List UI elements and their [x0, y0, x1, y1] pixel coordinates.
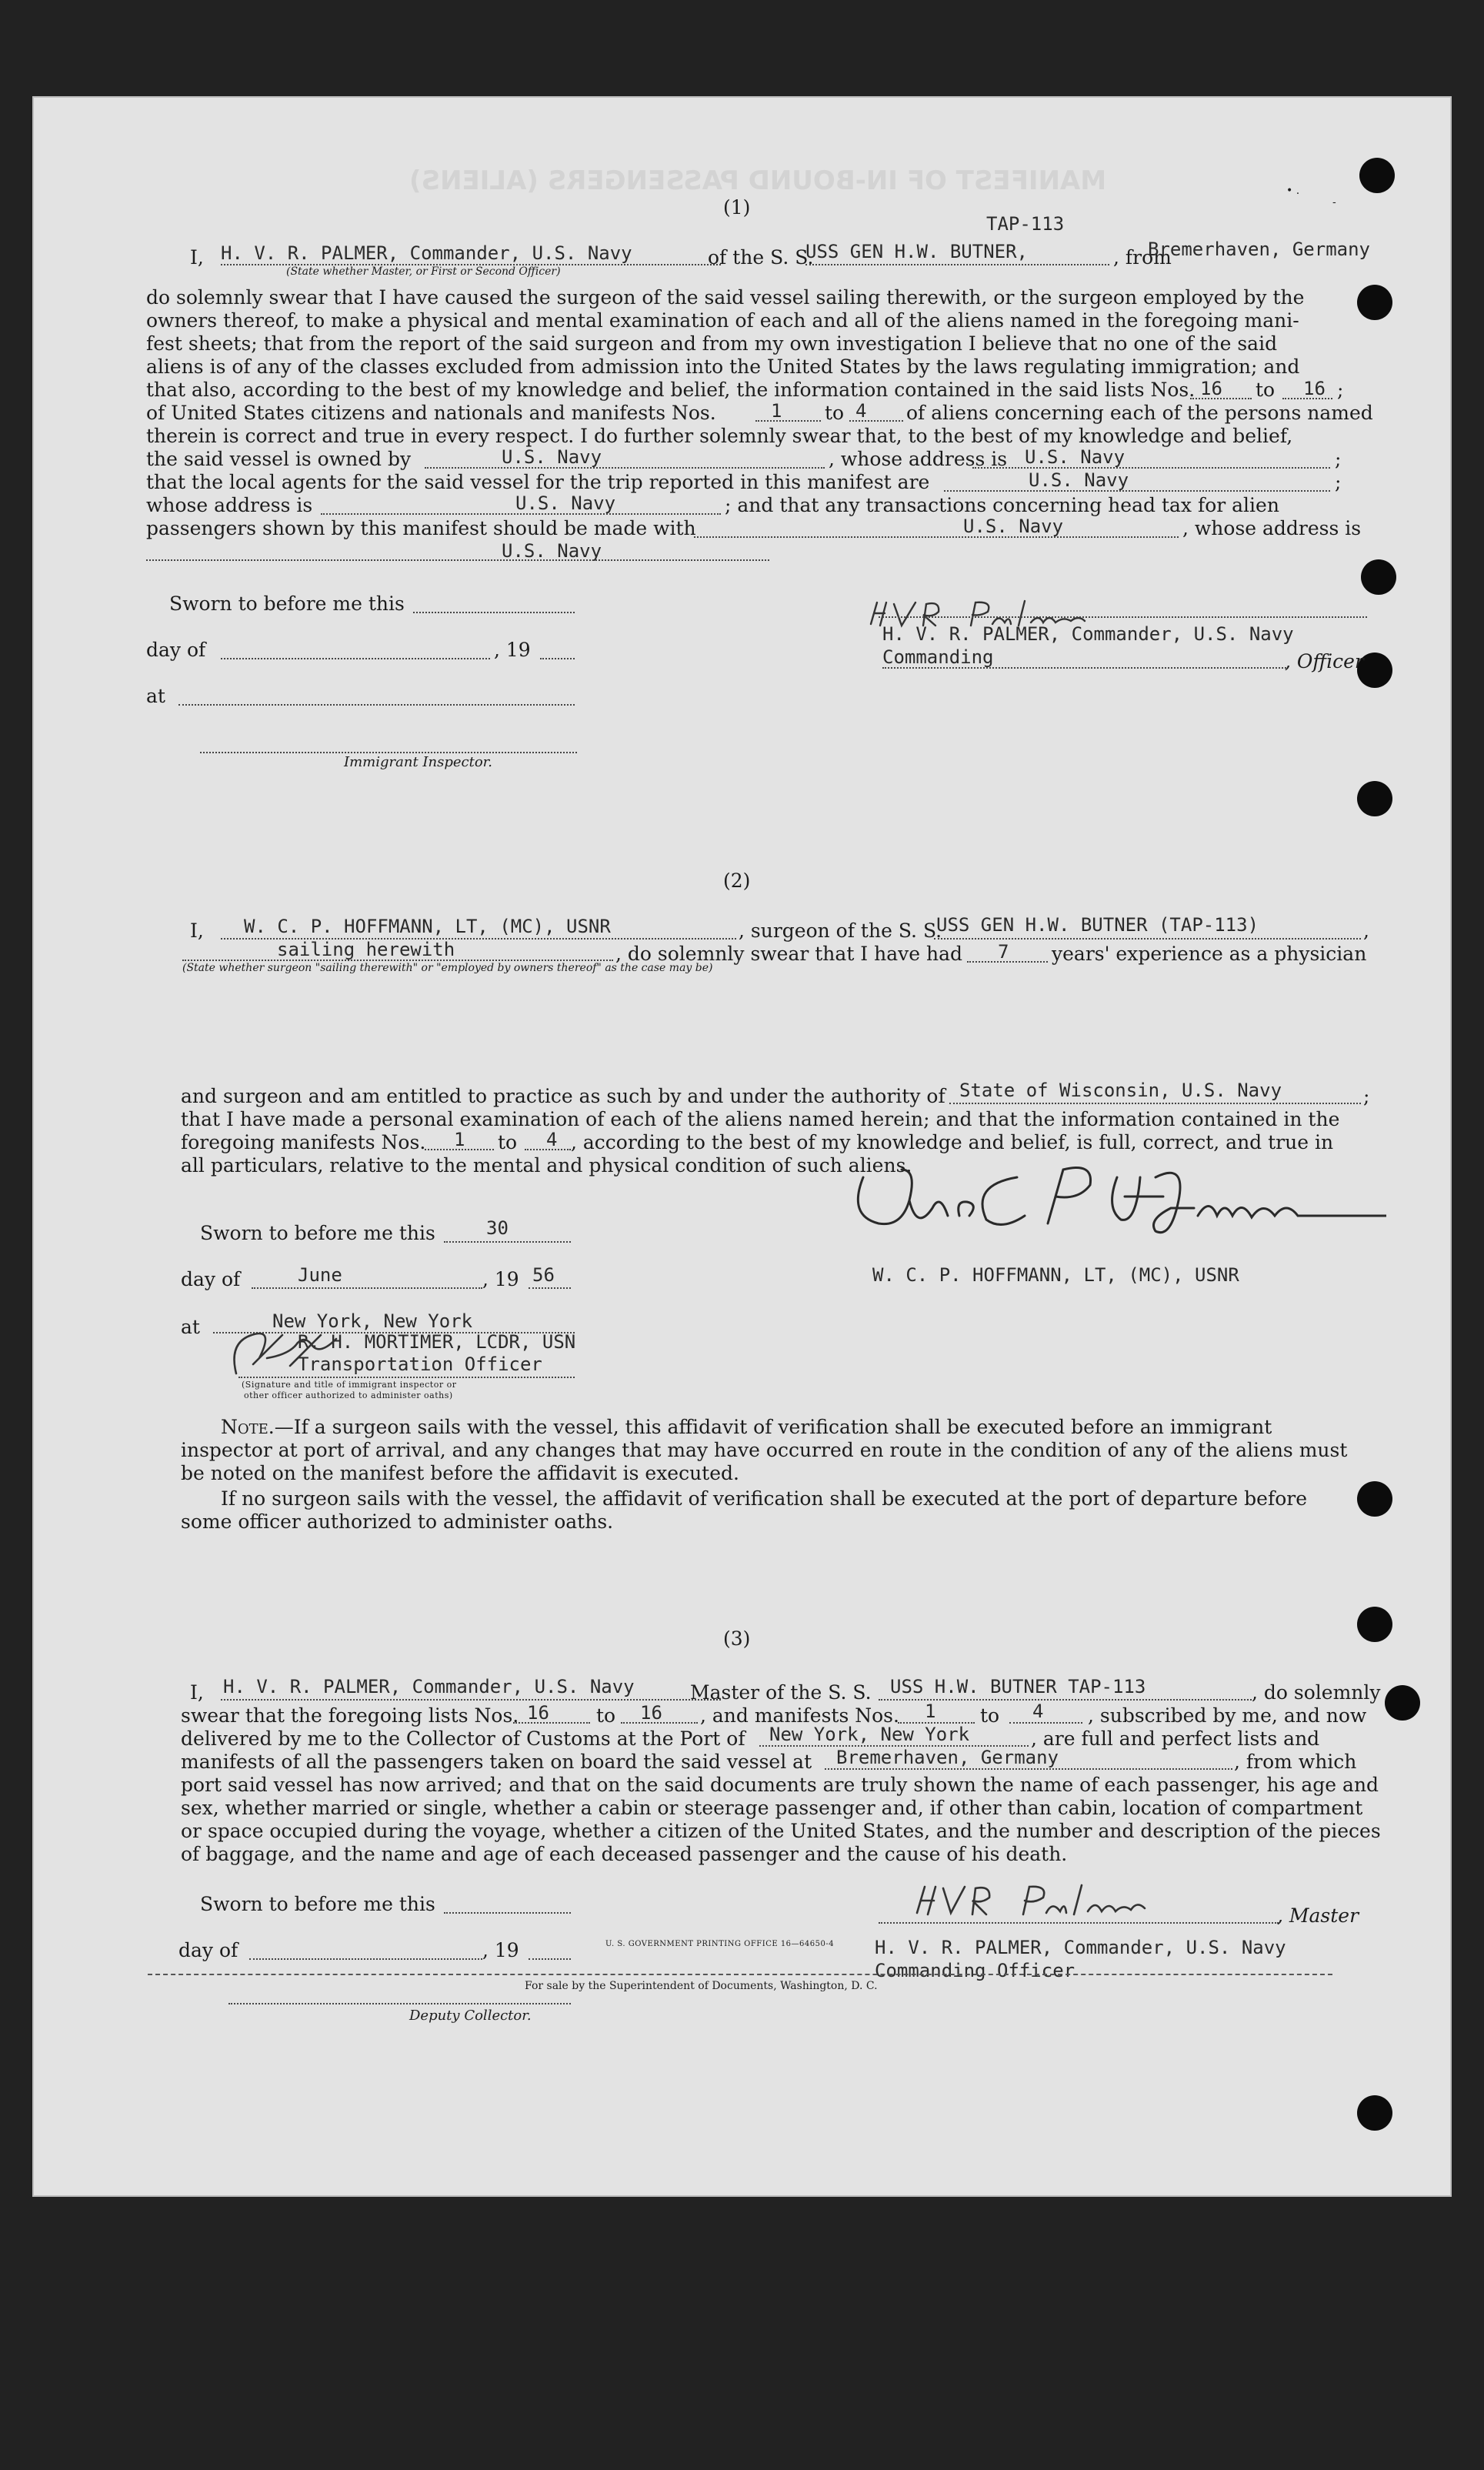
officer-line1: R. H. MORTIMER, LCDR, USN — [298, 1331, 576, 1353]
fill-line — [444, 1241, 571, 1243]
officer-caption: (Signature and title of immigrant inspector or — [242, 1380, 457, 1390]
fill-line — [1190, 398, 1252, 399]
lists-from: 16 — [1200, 378, 1222, 399]
oath-line: or space occupied during the voyage, whether a citizen of the United States, and the number and description of the pieces — [181, 1820, 1381, 1842]
oath-line: port said vessel has now arrived; and that on the said documents are truly shown the name of each passenger, his age and — [181, 1774, 1379, 1796]
line-end: , — [1363, 920, 1369, 942]
lists-from-3: 16 — [527, 1702, 549, 1724]
section-number: (2) — [723, 870, 751, 892]
binder-hole — [1357, 1607, 1392, 1642]
year-prefix-value: 19 — [494, 1939, 519, 1961]
note-text: —If a surgeon sails with the vessel, this affidavit of verification shall be executed before an immigrant — [274, 1416, 1272, 1438]
fill-line — [529, 1287, 571, 1289]
to-word: to — [498, 1131, 518, 1153]
owner-address-label: , whose address is — [829, 448, 1008, 470]
manifests-from-2: 1 — [454, 1129, 465, 1150]
oath-line: and surgeon and am entitled to practice as such by and under the authority of — [181, 1085, 945, 1107]
oath-line: manifests of all the passengers taken on board the said vessel at — [181, 1751, 812, 1773]
lists-to: 16 — [1303, 378, 1326, 399]
fill-line — [1282, 398, 1332, 399]
fill-line — [413, 612, 575, 613]
fill-line — [882, 667, 1286, 669]
section-number: (1) — [723, 196, 751, 219]
sworn-label: Sworn to before me this — [200, 1893, 435, 1915]
fill-line — [228, 2003, 571, 2004]
authority: State of Wisconsin, U.S. Navy — [959, 1080, 1282, 1101]
binder-hole — [1357, 2095, 1392, 2131]
year-comma: , — [482, 1268, 495, 1290]
punch-mark: - — [1332, 196, 1336, 209]
surgeon-of-label: , surgeon of the S. S. — [739, 920, 942, 942]
to-word: to — [596, 1704, 616, 1727]
sale-line: For sale by the Superintendent of Documents, Washington, D. C. — [525, 1980, 878, 1992]
officer-suffix: , Officer — [1285, 650, 1364, 673]
officer-caption: (State whether Master, or First or Second Officer) — [286, 265, 561, 278]
master-vessel: USS H.W. BUTNER TAP-113 — [890, 1676, 1146, 1697]
oath-line: swear that the foregoing lists Nos. — [181, 1704, 519, 1727]
vessel-label: of the S. S. — [708, 246, 814, 269]
signer-typed: H. V. R. PALMER, Commander, U.S. Navy — [882, 623, 1294, 645]
oath-line: of baggage, and the name and age of each deceased passenger and the cause of his death. — [181, 1843, 1068, 1865]
fill-line — [529, 1958, 571, 1960]
officer-line2: Transportation Officer — [298, 1353, 542, 1375]
oath-line: years' experience as a physician — [1052, 943, 1367, 965]
oath-line: ; and that any transactions concerning head tax for alien — [725, 494, 1279, 516]
agents-address: U.S. Navy — [515, 492, 616, 514]
surgeon-vessel: USS GEN H.W. BUTNER (TAP-113) — [936, 914, 1259, 936]
fill-line — [967, 961, 1048, 963]
fill-line — [513, 1722, 590, 1724]
signature-line — [879, 616, 1367, 618]
oath-line: that the local agents for the said vessel for the trip reported in this manifest are — [146, 471, 930, 493]
fill-line — [621, 1722, 698, 1724]
binder-hole — [1361, 559, 1396, 595]
inspector-signature — [221, 1320, 375, 1381]
oath-line: fest sheets; that from the report of the said surgeon and from my own investigation I believe that no one of the said — [146, 332, 1278, 355]
surgeon-typed: W. C. P. HOFFMANN, LT, (MC), USNR — [872, 1264, 1239, 1286]
oath-line-end: ; — [1335, 471, 1342, 493]
fill-line — [146, 559, 769, 561]
section-number: (3) — [723, 1627, 751, 1650]
manifest-page — [32, 96, 1452, 2197]
fill-line — [249, 1958, 482, 1960]
fill-line — [540, 658, 575, 659]
oath-line: foregoing manifests Nos. — [181, 1131, 426, 1153]
year-prefix-value: 19 — [505, 639, 531, 661]
to-word: to — [1256, 379, 1276, 401]
oath-line: owners thereof, to make a physical and mental examination of each and all of the aliens named in the foregoing mani- — [146, 309, 1299, 332]
manifests-from-3: 1 — [925, 1701, 936, 1722]
fill-line — [755, 420, 821, 422]
day-of-label: day of — [178, 1939, 238, 1961]
fill-line — [221, 1699, 721, 1701]
officer-caption: other officer authorized to administer oaths) — [244, 1390, 453, 1400]
master-suffix: , Master — [1277, 1904, 1359, 1927]
oath-line: , do solemnly swear that I have had — [615, 943, 963, 965]
footer-rule — [148, 1974, 1332, 1975]
port-from: Bremerhaven, Germany — [1148, 239, 1370, 260]
to-word: to — [980, 1704, 1000, 1727]
master-label: Master of the S. S. — [690, 1681, 872, 1704]
fill-line — [444, 1912, 571, 1914]
note-line: some officer authorized to administer oaths. — [181, 1510, 614, 1533]
officer-name: H. V. R. PALMER, Commander, U.S. Navy — [221, 242, 632, 264]
manifests-from: 1 — [771, 400, 782, 422]
fill-line — [944, 490, 1330, 492]
binder-hole — [1385, 1685, 1420, 1721]
oath-line: passengers shown by this manifest should be made with — [146, 517, 696, 539]
head-tax-party: U.S. Navy — [963, 516, 1064, 537]
year — [482, 1268, 519, 1291]
agents: U.S. Navy — [1029, 469, 1129, 491]
at-label: at — [181, 1316, 200, 1338]
sworn-label: Sworn to before me this — [169, 592, 405, 615]
lists-to-3: 16 — [640, 1702, 662, 1724]
note-line: If no surgeon sails with the vessel, the affidavit of verification shall be executed at the port of departure before — [221, 1487, 1307, 1510]
fill-line — [200, 752, 577, 753]
surgeon-name: W. C. P. HOFFMANN, LT, (MC), USNR — [244, 916, 611, 937]
oath-line: whose address is — [146, 494, 313, 516]
year-comma: , — [494, 639, 506, 661]
vessel-name: USS GEN H.W. BUTNER, — [805, 241, 1028, 262]
year-prefix — [482, 1939, 519, 1962]
note-line: be noted on the manifest before the affidavit is executed. — [181, 1462, 739, 1484]
oath-line-end: ; — [1337, 379, 1344, 401]
fill-line — [221, 658, 490, 659]
faint-heading: MANIFEST OF IN-BOUND PASSENGERS (ALIENS) — [409, 165, 1107, 196]
manifests-to-2: 4 — [546, 1129, 558, 1150]
note-line — [221, 1416, 1272, 1439]
fill-line — [825, 1768, 1232, 1770]
year-comma: , — [482, 1939, 495, 1961]
month: June — [298, 1264, 342, 1286]
oath-line: do solemnly swear that I have caused the surgeon of the said vessel sailing therewith, or the surgeon employed by the — [146, 286, 1305, 309]
oath-line: that also, according to the best of my knowledge and belief, the information contained in the said lists Nos. — [146, 379, 1196, 401]
sailing-caption: (State whether surgeon "sailing therewith" or "employed by owners thereof" as the case may be) — [182, 962, 713, 974]
fill-line — [321, 513, 721, 515]
inspector-caption: Immigrant Inspector. — [344, 754, 493, 770]
gpo-line: U. S. GOVERNMENT PRINTING OFFICE 16—64650-4 — [605, 1940, 835, 1948]
fill-line — [182, 960, 613, 961]
signer-title-3: Commanding Officer — [875, 1960, 1075, 1981]
fill-line — [972, 467, 1330, 469]
sworn-label: Sworn to before me this — [200, 1222, 435, 1244]
signer-title: Commanding — [882, 646, 994, 668]
oath-line: , subscribed by me, and now — [1088, 1704, 1367, 1727]
affiant-i: I, — [190, 1681, 204, 1704]
head-tax-address: U.S. Navy — [502, 540, 602, 562]
signer-typed-3: H. V. R. PALMER, Commander, U.S. Navy — [875, 1937, 1286, 1958]
collector-caption: Deputy Collector. — [409, 2008, 532, 2024]
binder-hole — [1357, 1481, 1392, 1517]
oath-line: , and manifests Nos. — [700, 1704, 899, 1727]
binder-hole — [1357, 285, 1392, 320]
surgeon-signature — [832, 1154, 1386, 1239]
fill-line — [252, 1287, 482, 1289]
note-line: inspector at port of arrival, and any changes that may have occurred en route in the condition of any of the aliens must — [181, 1439, 1348, 1461]
punch-mark: • . — [1286, 185, 1300, 197]
binder-hole — [1357, 781, 1392, 816]
oath-line: of aliens concerning each of the persons named — [906, 402, 1373, 424]
fill-line — [805, 264, 1109, 265]
oath-line: therein is correct and true in every respect. I do further solemnly swear that, to the best of my knowledge and belief, — [146, 425, 1293, 447]
oath-line: , do solemnly — [1252, 1681, 1381, 1704]
signature-line — [879, 1922, 1279, 1924]
sailing: sailing herewith — [277, 939, 455, 960]
master-name: H. V. R. PALMER, Commander, U.S. Navy — [223, 1676, 635, 1697]
fill-line — [949, 1103, 1361, 1104]
fill-line — [849, 420, 903, 422]
fill-line — [934, 938, 1361, 940]
owner-address: U.S. Navy — [1025, 446, 1126, 468]
sworn-day: 30 — [486, 1217, 509, 1239]
binder-hole — [1359, 158, 1395, 193]
oath-line: of United States citizens and nationals and manifests Nos. — [146, 402, 716, 424]
oath-line: that I have made a personal examination of each of the aliens named herein; and that the information contained in the — [181, 1108, 1340, 1130]
to-word: to — [825, 402, 845, 424]
oath-line: all particulars, relative to the mental and physical condition of such aliens. — [181, 1154, 912, 1177]
year-prefix-value: 19 — [494, 1268, 519, 1290]
from-label: , from — [1113, 246, 1172, 269]
day-of-label: day of — [181, 1268, 241, 1290]
fill-line — [1009, 1722, 1082, 1724]
at-label: at — [146, 685, 165, 707]
manifests-to-3: 4 — [1032, 1701, 1044, 1722]
owner: U.S. Navy — [502, 446, 602, 468]
fill-line — [525, 1149, 571, 1150]
affiant-i: I, — [190, 246, 204, 269]
year-prefix — [494, 639, 531, 662]
line-end: ; — [1363, 1085, 1370, 1107]
oath-line: delivered by me to the Collector of Customs at the Port of — [181, 1727, 745, 1750]
year-suffix: 56 — [532, 1264, 555, 1286]
note-label: Note. — [221, 1416, 275, 1438]
port: New York, New York — [769, 1724, 970, 1745]
oath-line: , whose address is — [1182, 517, 1362, 539]
years-experience: 7 — [998, 941, 1009, 963]
day-of-label: day of — [146, 639, 206, 661]
fill-line — [178, 704, 575, 706]
fill-line — [425, 1149, 494, 1150]
oath-line-end: ; — [1335, 448, 1342, 470]
fill-line — [425, 467, 825, 469]
oath-line: sex, whether married or single, whether a cabin or steerage passenger and, if other than cabin, location of compartment — [181, 1797, 1363, 1819]
affiant-i: I, — [190, 920, 204, 942]
document-ref: TAP-113 — [986, 213, 1065, 235]
oath-line: , according to the best of my knowledge and belief, is full, correct, and true in — [571, 1131, 1334, 1153]
manifests-to: 4 — [855, 400, 867, 422]
boarded-at: Bremerhaven, Germany — [836, 1747, 1059, 1768]
oath-line: , from which — [1234, 1751, 1357, 1773]
at-place: New York, New York — [272, 1310, 473, 1332]
oath-line: , are full and perfect lists and — [1031, 1727, 1320, 1750]
fill-line — [694, 536, 1179, 538]
oath-line: the said vessel is owned by — [146, 448, 412, 470]
oath-line: aliens is of any of the classes excluded from admission into the United States by the laws regulating immigration; and — [146, 355, 1300, 378]
